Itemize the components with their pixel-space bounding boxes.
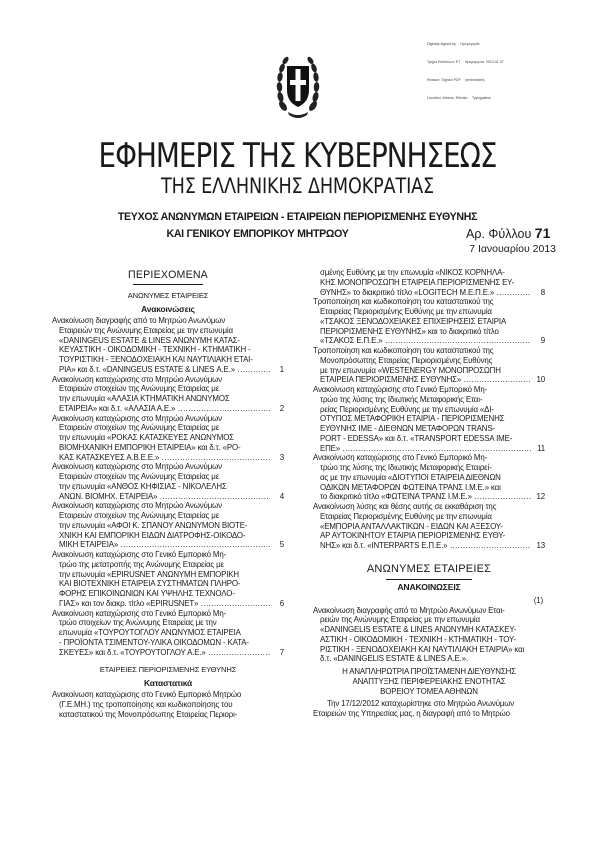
notice-body-line: Την 17/12/2012 καταχωρίστηκε στο Μητρώο Ανωνύμων	[327, 699, 515, 709]
sheet-number-value: 71	[534, 225, 551, 241]
body-section-heading: ΑΝΩΝΥΜΕΣ ΕΤΑΙΡΕΙΕΣ	[366, 562, 492, 575]
authority-title	[313, 667, 545, 696]
toc-entry-line: PORT - EDESSA» και δ.τ. «TRANSPORT EDESSA ΙΜΕ-	[320, 433, 513, 443]
toc-entry-line: ΒΙΟΜΗΧΑΝΙΚΗ ΕΜΠΟΡΙΚΗ ΕΤΑΙΡΕΙΑ» και δ.τ. «ΡΟ-	[59, 442, 241, 452]
toc-entry-line: επωνυμία «ΤΟΥΡΟΥΤΟΓΛΟΥ ΑΝΩΝΥΜΟΣ ΕΤΑΙΡΕΙΑ	[59, 628, 241, 637]
gazette-subtitle: ΤΗΣ ΕΛΛΗΝΙΚΗΣ ΔΗΜΟΚΡΑΤΙΑΣ	[161, 174, 434, 199]
notice-title-line: ΑΣΤΙΚΗ - ΟΙΚΟΔΟΜΙΚΗ - ΤΕΧΝΙΚΗ - ΚΤΗΜΑΤΙΚΗ - ΤΟΥ-	[320, 634, 516, 644]
toc-heading-rule	[133, 284, 203, 285]
toc-entry-line: καταστατικού της Μονοπρόσωπης Εταιρείας Περιορι-	[59, 709, 238, 719]
authority-title-line: ΒΟΡΕΙΟΥ ΤΟΜΕΑ ΑΘΗΝΩΝ	[380, 686, 478, 696]
toc-entry-line: Ανακοίνωση καταχώρισης στο Μητρώο Ανωνύμων	[52, 374, 222, 384]
signature-line: Digitally signed by	[427, 42, 456, 46]
toc-entry-line: Ανακοίνωση καταχώρισης στο Γενικό Εμπορικό Μη-	[52, 550, 227, 559]
toc-entry[interactable]	[52, 550, 284, 609]
toc-entry[interactable]	[52, 609, 284, 658]
sheet-number	[466, 225, 550, 241]
toc-entry-line: ρείας Περιορισμένης Ευθύνης με την επωνυμία «ΔΙ-	[320, 404, 494, 414]
toc-entry-line: τρώο της λύσης της Ιδιωτικής Μεταφορικής Εταιρεί-	[320, 463, 492, 472]
toc-entry-line: Ανακοίνωση καταχώρισης στο Γενικό Εμπορικό Μη-	[313, 385, 488, 394]
toc-page-number: 1	[279, 364, 284, 374]
toc-entry-line: «ΕΜΠΟΡΙΑ ΑΝΤΑΛΛΑΚΤΙΚΩΝ - ΕΙΔΩΝ ΚΑΙ ΑΞΕΣΟΥ-	[320, 521, 503, 531]
notice-title-line: Ανακοίνωση διαγραφής από το Μητρώο Ανωνύμων Εται-	[313, 605, 505, 615]
toc-entry-line: ΟΔΙΚΩΝ ΜΕΤΑΦΟΡΩΝ ΦΩΤΕΙΝΑ ΤΡΑΝΣ Ι.Μ.Ε.» και	[320, 482, 501, 492]
toc-entry-line: με την επωνυμία «WESTENERGY ΜΟΝΟΠΡΟΣΩΠΗ	[320, 365, 501, 375]
toc-entry-line: Εταιρείας Περιορισμένης Ευθύνης με την επωνυμία	[320, 307, 492, 316]
toc-entry[interactable]	[313, 502, 545, 551]
toc-entry-line: ΦΟΡΗΣ ΕΠΙΚΟΙΝΩΝΙΩΝ ΚΑΙ ΥΨΗΛΗΣ ΤΕΧΝΟΛΟ-	[59, 589, 235, 598]
toc-page-number: 8	[540, 287, 545, 297]
sheet-number-label: Αρ. Φύλλου	[466, 227, 532, 241]
toc-entry-line: ΘΥΝΗΣ» το διακριτικό τίτλο «LOGITECH Μ.Ε.Π.Ε.» .....	[313, 288, 531, 298]
toc-entry-line: (Γ.Ε.ΜΗ.) της τροποποίησης και κωδικοποίησης του	[59, 700, 233, 709]
toc-entry-line: Εταιρειών της Ανώνυμης Εταιρείας με την επωνυμία	[59, 325, 233, 335]
toc-entry-line: - ΠΡΟΪΟΝΤΑ ΤΣΙΜΕΝΤΟΥ-ΥΛΙΚΑ ΟΙΚΟΔΟΜΩΝ - ΚΑΤΑ-	[59, 637, 249, 647]
toc-entry-line: Ανακοίνωση καταχώρισης στο Γενικό Εμπορικό Μη-	[313, 453, 488, 463]
notice-title-line: ΡΙΣΤΙΚΗ - ΞΕΝΟΔΟΧΕΙΑΚΗ ΚΑΙ ΝΑΥΤΙΛΙΑΚΗ ΕΤΑΙΡΙΑ» και	[320, 644, 525, 654]
toc-entry-line: Εταιρειών στοιχείων της Ανώνυμης Εταιρείας με	[59, 472, 220, 481]
issue-date: 7 Ιανουαρίου 2013	[469, 243, 556, 255]
toc-entry-line: ΜΙΚΗ ΕΤΑΙΡΕΙΑ» .....	[52, 540, 270, 550]
toc-entry-line: την επωνυμία «ΑΛΑΣΙΑ ΚΤΗΜΑΤΙΚΗ ΑΝΩΝΥΜΟΣ	[59, 394, 230, 403]
signature-line: (embedded)	[465, 78, 485, 82]
toc-entry-line: Τροποποίηση και κωδικοποίηση του καταστατικού της	[313, 297, 494, 307]
toc-entry-line: ΧΝΙΚΗ ΚΑΙ ΕΜΠΟΡΙΚΗ ΕΙΔΩΝ ΔΙΑΤΡΟΦΗΣ-ΟΙΚΟΔΟ-	[59, 530, 246, 540]
toc-entry-line: την επωνυμία «ΡΟΚΑΣ ΚΑΤΑΣΚΕΥΕΣ ΑΝΩΝΥΜΟΣ	[59, 433, 234, 442]
toc-entry-line: ΝΗΣ» και δ.τ. «INTERPARTS Ε.Π.Ε.» .....	[313, 541, 531, 551]
toc-entry-line: Ανακοίνωση καταχώρισης στο Μητρώο Ανωνύμων	[52, 462, 222, 472]
toc-entry-line: ας με την επωνυμία «ΔΙΟΤΥΠΟΙ ΕΤΑΙΡΕΙΑ ΔΙΕΘΝΩΝ	[320, 472, 501, 482]
toc-entry-line: ΚΑΙ ΒΙΟΤΕΧΝΙΚΗ ΕΤΑΙΡΕΙΑ ΣΥΣΤΗΜΑΤΩΝ ΠΛΗΡΟ-	[59, 579, 241, 589]
notice-title-line: «DANINGELIS ESTATE & LINES ΑΝΩΝΥΜΗ ΚΑΤΑΣΚΕΥ-	[320, 625, 517, 634]
toc-entry[interactable]	[313, 385, 545, 453]
toc-entry-line: τρώο της μετατροπής της Ανώνυμης Εταιρείας με	[59, 559, 224, 569]
signature-line: Ημερομηνία	[460, 42, 480, 46]
body-heading-rule	[386, 579, 472, 580]
toc-entry-line: Ανακοίνωση καταχώρισης στο Μητρώο Ανωνύμων	[52, 413, 222, 423]
toc-page-number: 11	[537, 443, 545, 453]
toc-page-number: 2	[279, 403, 284, 413]
toc-page-number: 3	[279, 452, 284, 462]
toc-entry-line: «ΤΣΑΚΟΣ Ε.Π.Ε.» .....	[313, 336, 531, 346]
toc-page-number: 6	[279, 598, 284, 608]
toc-page-number: 12	[536, 492, 545, 502]
toc-entry-line: την επωνυμία «ΑΝΘΟΣ ΚΗΦΙΣΙΑΣ - ΝΙΚΟΛΕΛΗΣ	[59, 481, 227, 491]
toc-entry[interactable]	[52, 501, 284, 550]
toc-page-number: 4	[279, 491, 284, 501]
notice-body	[313, 699, 545, 719]
toc-entry[interactable]	[313, 268, 545, 297]
toc-entry-line: την επωνυμία «EPIRUSNET ΑΝΩΝΥΜΗ ΕΜΠΟΡΙΚΗ	[59, 569, 239, 579]
toc-entry-line: ΚΗΣ ΜΟΝΟΠΡΟΣΩΠΗ ΕΤΑΙΡΕΙΑ ΠΕΡΙΟΡΙΣΜΕΝΗΣ ΕΥ-	[320, 277, 515, 287]
signature-line: Reason: Signed PDF	[427, 78, 461, 82]
toc-entry[interactable]	[52, 316, 284, 375]
signature-line: Location: Athens, Ethniko	[427, 96, 468, 100]
toc-entry-line: ΚΕΥΑΣΤΙΚΗ - ΟΙΚΟΔΟΜΙΚΗ - ΤΕΧΝΙΚΗ - ΚΤΗΜΑΤΙΚΗ -	[59, 345, 251, 355]
toc-entry[interactable]	[52, 690, 284, 719]
toc-page-number: 9	[540, 336, 545, 346]
toc-entry-line: ΑΡ ΑΥΤΟΚΙΝΗΤΟΥ ΕΤΑΙΡΙΑ ΠΕΡΙΟΡΙΣΜΕΝΗΣ ΕΥΘΥ-	[320, 531, 506, 541]
toc-entry-line: τρώο στοιχείων της Ανώνυμης Εταιρείας με την	[59, 618, 217, 628]
toc-entry-line: ΣΚΕΥΕΣ» και δ.τ. «ΤΟΥΡΟΥΤΟΓΛΟΥ Α.Ε.» .....	[52, 648, 270, 658]
toc-entry[interactable]	[52, 462, 284, 501]
toc-subsection-heading: Καταστατικά	[144, 678, 192, 689]
notice-number: (1)	[533, 595, 543, 605]
issue-type-line2: ΚΑΙ ΓΕΝΙΚΟΥ ΕΜΠΟΡΙΚΟΥ ΜΗΤΡΩΟΥ	[166, 228, 349, 240]
toc-section-heading: ΕΤΑΙΡΕΙΕΣ ΠΕΡΙΟΡΙΣΜΕΝΗΣ ΕΥΘΥΝΗΣ	[99, 665, 237, 675]
body-subsection-heading: ΑΝΑΚΟΙΝΩΣΕΙΣ	[397, 581, 461, 592]
toc-entry-line: ΕΥΘΥΝΗΣ ΙΜΕ - ΔΙΕΘΝΩΝ ΜΕΤΑΦΟΡΩΝ TRANS-	[320, 424, 495, 433]
toc-entry-line: Εταιρειών στοιχείων της Ανώνυμης Εταιρείας με	[59, 511, 220, 520]
toc-entry-line: ΟΤΥΠΟΣ ΜΕΤΑΦΟΡΙΚΗ ΕΤΑΙΡΙΑ - ΠΕΡΙΟΡΙΣΜΕΝΗΣ	[320, 414, 505, 424]
toc-entry[interactable]	[313, 346, 545, 385]
toc-entry-line: Ανακοίνωση διαγραφής από το Μητρώο Ανωνύμων	[52, 316, 226, 325]
masthead	[0, 138, 595, 200]
toc-entry-line: Τροποποίηση και κωδικοποίηση του καταστατικού της	[313, 346, 494, 355]
toc-entry-line: ΡΙΑ» και δ.τ. «DANINGEUS ESTATE & LINES Α.Ε.» .....	[52, 365, 270, 375]
toc-entry-line: ΤΟΥΡΙΣΤΙΚΗ - ΞΕΝΟΔΟΧΕΙΑΚΗ ΚΑΙ ΝΑΥΤΙΛΙΑΚΗ ΕΤΑΙ-	[59, 355, 253, 364]
toc-entry-line: το διακριτικό τίτλο «ΦΩΤΕΙΝΑ ΤΡΑΝΣ Ι.Μ.Ε.» .....	[313, 492, 531, 502]
toc-entry[interactable]	[52, 414, 284, 463]
toc-entry-line: σμένης Ευθύνης με την επωνυμία «ΝΙΚΟΣ ΚΟΡΝΗΛΑ-	[320, 268, 505, 277]
toc-entry[interactable]	[52, 375, 284, 414]
toc-entry-line: ΕΠΕ» .....	[313, 444, 531, 454]
toc-entry-line: ΚΑΣ ΚΑΤΑΣΚΕΥΕΣ Α.Β.Ε.Ε.» .....	[52, 453, 270, 463]
signature-line: Typografeio	[472, 96, 491, 100]
toc-entry-line: Εταιρειών στοιχείων της Ανώνυμης Εταιρείας με	[59, 384, 220, 394]
notice-title-line: δ.τ. «DANINGELIS ESTATE & LINES A.E.».	[320, 654, 468, 664]
toc-entry-line: Ανακοίνωση καταχώρισης στο Γενικό Εμπορικό Μη-	[52, 608, 227, 618]
notice-body-line: Εταιρειών της Υπηρεσίας μας, η διαγραφή από το Μητρώο	[313, 709, 510, 718]
authority-title-line: Η ΑΝΑΠΛΗΡΩΤΡΙΑ ΠΡΟΪΣΤΑΜΕΝΗ ΔΙΕΥΘΥΝΣΗΣ	[342, 667, 516, 676]
toc-entry[interactable]	[313, 453, 545, 502]
notice-title	[313, 606, 545, 665]
toc-entry-line: Ανακοίνωση καταχώρισης στο Μητρώο Ανωνύμων	[52, 501, 222, 511]
toc-entry-line: Εταιρείας Περιορισμένης Ευθύνης με την επωνυμία	[320, 511, 492, 521]
toc-entry-line: Εταιρειών στοιχείων της Ανώνυμης Εταιρείας με	[59, 423, 220, 433]
toc-page-number: 7	[279, 647, 284, 657]
toc-entry-line: ΓΙΑΣ» και τον διακρ. τίτλο «EPIRUSNET» .....	[52, 599, 270, 609]
gazette-title: ΕΦΗΜΕΡΙΣ ΤΗΣ ΚΥΒΕΡΝΗΣΕΩΣ	[98, 136, 497, 175]
toc-entry-line: Ανακοίνωση καταχώρισης στο Γενικό Εμπορικό Μητρώο	[52, 690, 242, 700]
toc-heading: ΠΕΡΙΕΧΟΜΕΝΑ	[128, 269, 208, 281]
toc-entry-line: ΕΤΑΙΡΕΙΑ ΠΕΡΙΟΡΙΣΜΕΝΗΣ ΕΥΘΥΝΗΣ» .....	[313, 375, 531, 385]
toc-entry-line: ΕΤΑΙΡΕΙΑ» και δ.τ. «ΑΛΑΣΙΑ Α.Ε.» .....	[52, 404, 270, 414]
toc-entry-line: Ανακοίνωση λύσης και θέσης αυτής σε εκκαθάριση της	[313, 502, 497, 511]
toc-entry-line: τρώο της λύσης της Ιδιωτικής Μεταφορικής Εται-	[320, 394, 483, 404]
toc-page-number: 5	[279, 540, 284, 550]
signature-line: Τμήμα Εκδόσεων ΕΤ	[427, 60, 461, 64]
toc-section-heading: ΑΝΩΝΥΜΕΣ ΕΤΑΙΡΕΙΕΣ	[127, 291, 209, 300]
toc-page-number: 10	[536, 375, 545, 385]
toc-subsection-heading: Ανακοινώσεις	[141, 304, 195, 314]
left-column	[52, 268, 284, 720]
authority-title-line: ΑΝΑΠΤΥΞΗΣ ΠΕΡΙΦΕΡΕΙΑΚΗΣ ΕΝΟΤΗΤΑΣ	[352, 676, 506, 686]
toc-entry-line: «ΤΣΑΚΟΣ ΞΕΝΟΔΟΧΕΙΑΚΕΣ ΕΠΙΧΕΙΡΗΣΕΙΣ ΕΤΑΙΡΙΑ	[320, 316, 507, 326]
toc-entry-line: ΑΝΩΝ. ΒΙΟΜΗΧ. ΕΤΑΙΡΕΙΑ» .....	[52, 492, 270, 502]
digital-signature-block	[427, 32, 509, 104]
signature-line: Ημερομηνία: 2013.01.07	[464, 60, 504, 64]
issue-type-line1: ΤΕΥΧΟΣ ΑΝΩΝΥΜΩΝ ΕΤΑΙΡΕΙΩΝ - ΕΤΑΙΡΕΙΩΝ ΠΕΡΙΟΡΙΣΜΕΝΗΣ ΕΥΘΥΝΗΣ	[117, 211, 478, 223]
hellenic-republic-emblem	[274, 36, 322, 126]
right-column	[313, 268, 545, 719]
toc-page-number: 13	[536, 541, 545, 550]
toc-entry[interactable]	[313, 297, 545, 346]
notice-title-line: ρειών της Ανώνυμης Εταιρείας με την επωνυμία	[320, 615, 480, 625]
toc-entry-line: «DANINGEUS ESTATE & LINES ΑΝΩΝΥΜΗ ΚΑΤΑΣ-	[59, 335, 240, 345]
toc-entry-line: Μονοπρόσωπης Εταιρείας Περιορισμένης Ευθύνης	[320, 355, 493, 365]
toc-entry-line: ΠΕΡΙΟΡΙΣΜΕΝΗΣ ΕΥΘΥΝΗΣ» και το διακριτικό τίτλο	[320, 326, 499, 336]
toc-entry-line: την επωνυμία «ΑΦΟΙ Κ. ΣΠΑΝΟΥ ΑΝΩΝΥΜΟΝ ΒΙΟΤΕ-	[59, 520, 248, 530]
